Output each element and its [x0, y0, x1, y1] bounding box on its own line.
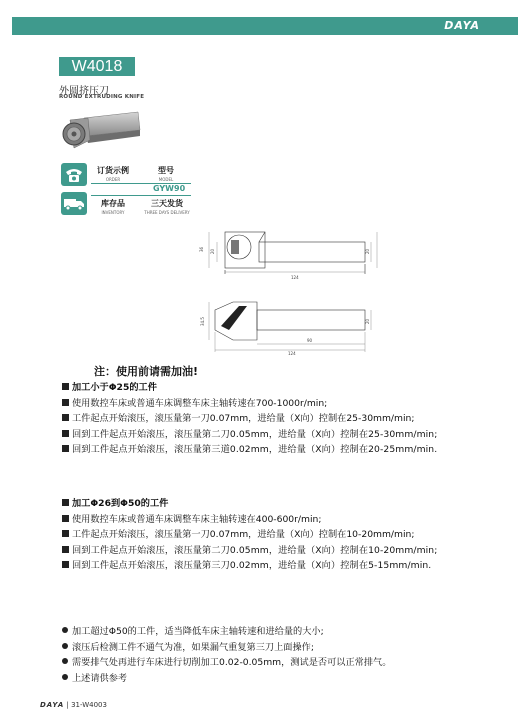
- page-number: 31-W4003: [71, 701, 107, 709]
- square-bullet-icon: [62, 414, 69, 421]
- dim-text: 20: [365, 318, 370, 324]
- inventory-label: 库存品 INVENTORY: [101, 199, 125, 215]
- square-bullet-icon: [62, 430, 69, 437]
- section-medium-workpiece: [62, 496, 482, 574]
- dot-bullet-icon: [62, 627, 68, 633]
- square-bullet-icon: [62, 499, 69, 506]
- list-item: 工件起点开始滚压，滚压量第一刀0.07mm，进给量（X向）控制在10-20mm/min;: [62, 527, 482, 543]
- list-item: 滚压后检测工件不通气为准，如果漏气重复第三刀上面操作;: [62, 640, 482, 656]
- list-item: 使用数控车床或普通车床调整车床主轴转速在400-600r/min;: [62, 512, 482, 528]
- square-bullet-icon: [62, 561, 69, 568]
- delivery-label: 三天发货 THREE DAYS DELIVERY: [144, 199, 190, 215]
- list-item: 回到工件起点开始滚压，滚压量第二刀0.05mm，进给量（X向）控制在25-30mm/min;: [62, 427, 482, 443]
- square-bullet-icon: [62, 515, 69, 522]
- list-item: 上述请供参考: [62, 671, 482, 687]
- dot-bullet-icon: [62, 658, 68, 664]
- notes-list: [62, 624, 482, 686]
- list-item: 回到工件起点开始滚压，滚压量第三道0.02mm，进给量（X向）控制在20-25mm/min.: [62, 442, 482, 458]
- list-item: 使用数控车床或普通车床调整车床主轴转速在700-1000r/min;: [62, 396, 482, 412]
- model-value: GYW90: [153, 184, 186, 193]
- model-badge: W4018: [59, 57, 135, 76]
- header-bar: [12, 17, 518, 35]
- dim-text: 124: [288, 351, 296, 356]
- divider: [91, 195, 191, 196]
- drawing-top-view: [195, 296, 385, 358]
- usage-note: 注：使用前请需加油!: [94, 365, 199, 378]
- list-item: 回到工件起点开始滚压，滚压量第二刀0.05mm，进给量（X向）控制在10-20mm/min;: [62, 543, 482, 559]
- truck-icon: [61, 192, 87, 215]
- model-label: 型号 MODEL: [158, 166, 174, 182]
- square-bullet-icon: [62, 530, 69, 537]
- list-item: 工件起点开始滚压，滚压量第一刀0.07mm，进给量（X向）控制在25-30mm/min;: [62, 411, 482, 427]
- dim-text: 34.5: [200, 317, 205, 326]
- square-bullet-icon: [62, 399, 69, 406]
- dot-bullet-icon: [62, 643, 68, 649]
- tool-photo: [58, 110, 142, 156]
- section-title: 加工小于Φ25的工件: [62, 380, 482, 396]
- dim-text: 90: [307, 338, 313, 343]
- dim-text: 20: [365, 248, 370, 254]
- square-bullet-icon: [62, 383, 69, 390]
- phone-icon: [61, 163, 87, 186]
- dim-text: 20: [210, 248, 215, 254]
- list-item: 需要排气处再进行车床进行切削加工0.02-0.05mm，测试是否可以正常排气。: [62, 655, 482, 671]
- drawing-side-view: [195, 222, 385, 284]
- dim-text: 36: [199, 246, 204, 252]
- list-item: 回到工件起点开始滚压，滚压量第三刀0.02mm，进给量（X向）控制在5-15mm/min.: [62, 558, 482, 574]
- page-footer: DAYA | 31-W4003: [40, 701, 107, 709]
- list-item: 加工超过Φ50的工件，适当降低车床主轴转速和进给量的大小;: [62, 624, 482, 640]
- square-bullet-icon: [62, 445, 69, 452]
- product-name-en: ROUND EXTRUDING KNIFE: [59, 94, 145, 100]
- order-label: 订货示例 ORDER: [97, 166, 129, 182]
- dot-bullet-icon: [62, 674, 68, 680]
- square-bullet-icon: [62, 546, 69, 553]
- brand-logo: DAYA: [444, 19, 480, 32]
- dim-text: 124: [291, 275, 299, 280]
- product-name-cn: 外圆挤压刀: [59, 86, 109, 97]
- section-title: 加工Φ26到Φ50的工件: [62, 496, 482, 512]
- footer-brand: DAYA: [40, 701, 65, 709]
- section-small-workpiece: [62, 380, 482, 458]
